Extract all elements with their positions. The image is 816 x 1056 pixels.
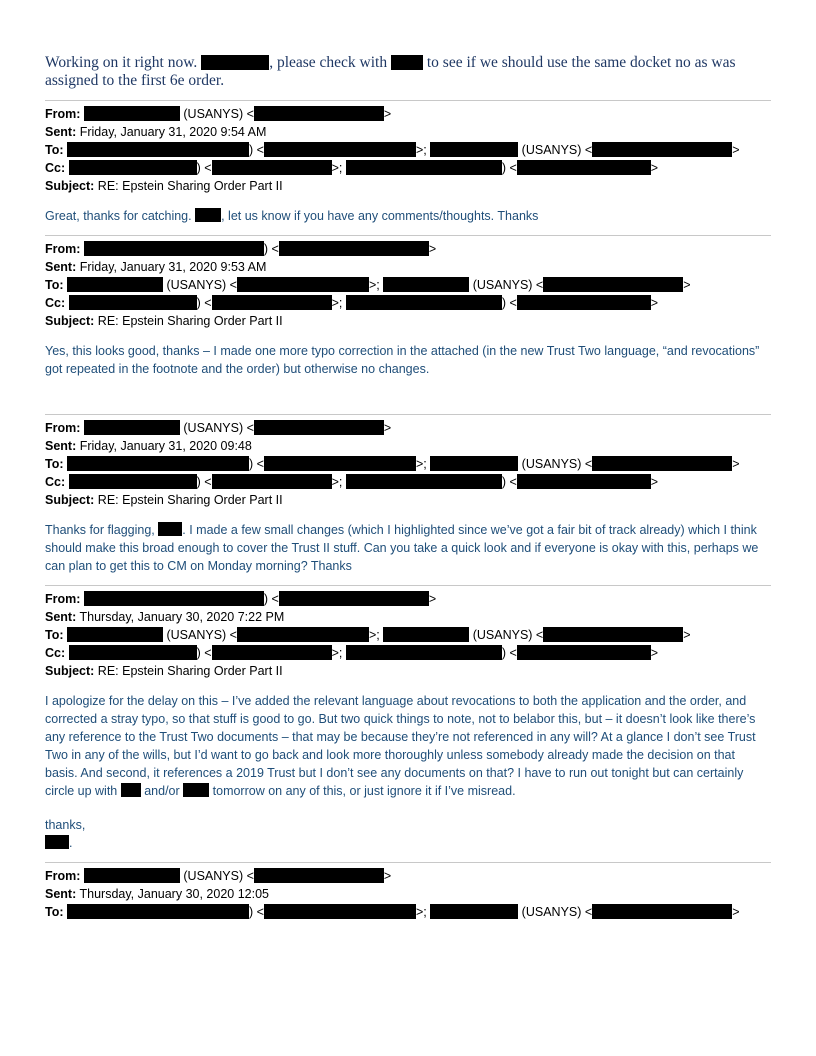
redaction-block <box>279 591 429 606</box>
redaction-block <box>212 295 332 310</box>
email-header: From: (USANYS) < > Sent: Friday, January 31, 2020 09:48 To: ) < >; (USANYS) < > Cc: ) < >; ) < > Subject: RE: Epstein Sharing Order Part II <box>45 421 740 507</box>
redaction-block <box>517 474 651 489</box>
redaction-block <box>84 106 180 121</box>
redaction-block <box>264 142 416 157</box>
redaction-block <box>543 627 683 642</box>
email-body: Yes, this looks good, thanks – I made one more typo correction in the attached (in the new Trust Two language, “and revocations” got repeated in the footnote and the order) but otherwise no changes. <box>45 344 760 376</box>
divider <box>45 414 771 415</box>
redaction-block <box>69 474 197 489</box>
redaction-block <box>391 55 423 70</box>
divider <box>45 585 771 586</box>
redaction-block <box>183 783 209 797</box>
redaction-block <box>346 474 502 489</box>
redaction-block <box>346 295 502 310</box>
redaction-block <box>158 522 182 536</box>
redaction-block <box>430 456 518 471</box>
redaction-block <box>254 106 384 121</box>
redaction-block <box>237 627 369 642</box>
redaction-block <box>543 277 683 292</box>
subject-line: RE: Epstein Sharing Order Part II <box>97 314 283 328</box>
redaction-block <box>254 420 384 435</box>
sent-date: Thursday, January 30, 2020 12:05 <box>79 887 269 901</box>
email-body: I apologize for the delay on this – I’ve added the relevant language about revocations to both the application and the order, and corrected a stray typo, so that stuff is good to go. But two quick things to note, not to belabor this, but – it doesn’t look like there’s any reference to the Trust Two documents – that may be because they’re not referenced in any will? At a glance I don’t see Trust Two in any of the wills, but I’d want to go back and look more thoroughly unless somebody already made the decision on that basis. And second, it references a 2019 Trust but I don’t see any documents on that? I have to run out tonight but can certainly circle up with and/or tomorrow on any of this, or just ignore it if I’ve misread. <box>45 694 756 798</box>
redaction-block <box>237 277 369 292</box>
redaction-block <box>264 456 416 471</box>
redaction-block <box>67 456 249 471</box>
email-header: From: ) < > Sent: Friday, January 31, 2020 9:53 AM To: (USANYS) < >; (USANYS) < > Cc: ) < >; ) < > Subject: RE: Epstein Sharing Order Part II <box>45 242 691 328</box>
email-body: Thanks for flagging, . I made a few small changes (which I highlighted since we’ve got a fair bit of track already) which I think should make this broad enough to cover the Trust II stuff. Can you take a quick look and if everyone is okay with this, perhaps we can plan to get this to CM on Monday morning? Thanks <box>45 523 759 573</box>
email-header: From: (USANYS) < > Sent: Thursday, January 30, 2020 12:05 To: ) < >; (USANYS) < > <box>45 869 740 919</box>
sent-date: Thursday, January 30, 2020 7:22 PM <box>79 610 285 624</box>
email-header: From: (USANYS) < > Sent: Friday, January 31, 2020 9:54 AM To: ) < >; (USANYS) < > Cc: ) < >; ) < > Subject: RE: Epstein Sharing Order Part II <box>45 107 740 193</box>
redaction-block <box>517 295 651 310</box>
email-thread <box>45 54 771 921</box>
redaction-block <box>69 295 197 310</box>
redaction-block <box>67 627 163 642</box>
email-signoff: thanks, . <box>45 818 86 850</box>
redaction-block <box>383 277 469 292</box>
redaction-block <box>84 420 180 435</box>
redaction-block <box>69 160 197 175</box>
redaction-block <box>121 783 141 797</box>
redaction-block <box>279 241 429 256</box>
redaction-block <box>201 55 269 70</box>
redaction-block <box>212 160 332 175</box>
email-body: Great, thanks for catching. , let us know if you have any comments/thoughts. Thanks <box>45 209 539 223</box>
subject-line: RE: Epstein Sharing Order Part II <box>97 493 283 507</box>
divider <box>45 100 771 101</box>
sent-date: Friday, January 31, 2020 9:54 AM <box>79 125 267 139</box>
sent-date: Friday, January 31, 2020 9:53 AM <box>79 260 267 274</box>
redaction-block <box>430 142 518 157</box>
redaction-block <box>84 868 180 883</box>
redaction-block <box>346 160 502 175</box>
redaction-block <box>84 591 264 606</box>
redaction-block <box>592 142 732 157</box>
redaction-block <box>195 208 221 222</box>
redaction-block <box>67 277 163 292</box>
redaction-block <box>383 627 469 642</box>
redaction-block <box>264 904 416 919</box>
redaction-block <box>84 241 264 256</box>
divider <box>45 862 771 863</box>
redaction-block <box>212 645 332 660</box>
redaction-block <box>517 645 651 660</box>
subject-line: RE: Epstein Sharing Order Part II <box>97 179 283 193</box>
redaction-block <box>67 142 249 157</box>
redaction-block <box>592 456 732 471</box>
redaction-block <box>592 904 732 919</box>
redaction-block <box>45 835 69 849</box>
redaction-block <box>430 904 518 919</box>
redaction-block <box>69 645 197 660</box>
divider <box>45 235 771 236</box>
subject-line: RE: Epstein Sharing Order Part II <box>97 664 283 678</box>
redaction-block <box>67 904 249 919</box>
redaction-block <box>254 868 384 883</box>
intro-message: Working on it right now. , please check with to see if we should use the same docket no as was assigned to the first 6e order. <box>45 54 736 89</box>
email-header: From: ) < > Sent: Thursday, January 30, 2020 7:22 PM To: (USANYS) < >; (USANYS) < > Cc: ) < >; ) < > Subject: RE: Epstein Sharing Order Part II <box>45 592 691 678</box>
redaction-block <box>346 645 502 660</box>
redaction-block <box>212 474 332 489</box>
sent-date: Friday, January 31, 2020 09:48 <box>79 439 252 453</box>
redaction-block <box>517 160 651 175</box>
